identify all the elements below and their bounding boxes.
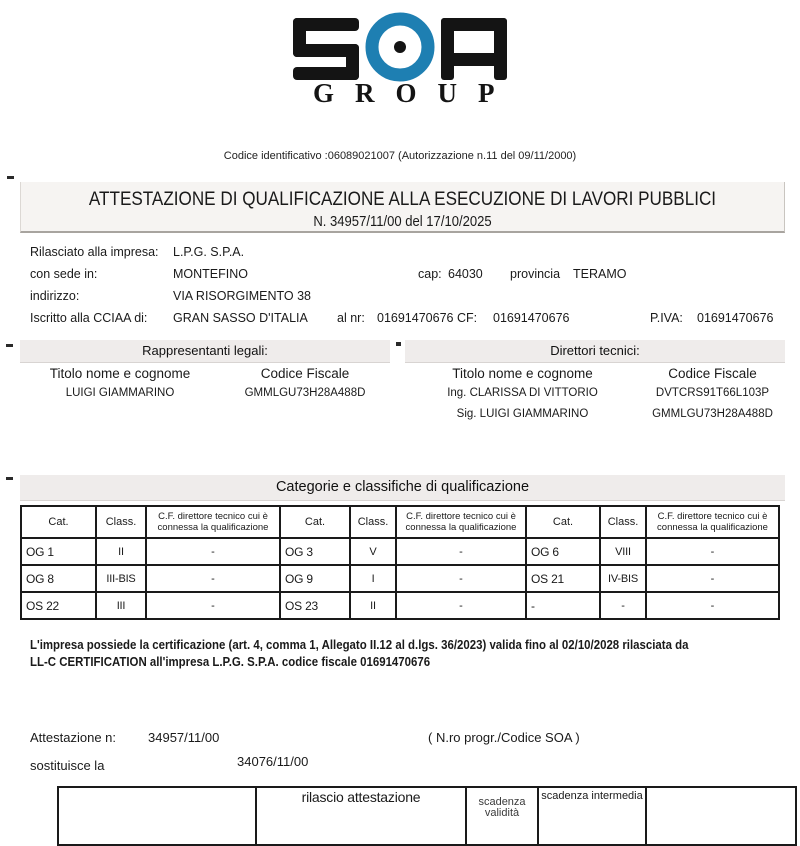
table-row xyxy=(21,565,779,592)
crop-mark xyxy=(7,176,14,179)
cat-cell: - xyxy=(526,592,600,619)
attestazione-row xyxy=(30,730,790,746)
title-box xyxy=(20,182,785,233)
scadenza-validita-cell: scadenza validità xyxy=(467,788,539,844)
table-row xyxy=(20,387,390,399)
class-cell: - xyxy=(600,592,646,619)
sede-value: MONTEFINO xyxy=(173,267,248,281)
h-class: Class. xyxy=(350,506,396,538)
scadenze-empty-cell xyxy=(59,788,257,844)
h-cf: C.F. direttore tecnico cui è connessa la qualificazione xyxy=(146,506,280,538)
provincia-value: TERAMO xyxy=(573,267,627,281)
cf-value: 01691470676 xyxy=(493,311,570,325)
rappresentanti-table xyxy=(20,366,390,408)
cf-cell: - xyxy=(146,538,280,565)
sostituisce-label: sostituisce la xyxy=(30,758,105,773)
cf-cell: - xyxy=(396,565,526,592)
row-rilasciato xyxy=(30,245,790,261)
rilasciato-value: L.P.G. S.P.A. xyxy=(173,245,245,259)
cap-label: cap: xyxy=(418,267,442,281)
rappresentanti-header: Rappresentanti legali: xyxy=(20,340,390,362)
h-cat: Cat. xyxy=(21,506,96,538)
alnr-value: 01691470676 xyxy=(377,311,454,325)
cap-value: 64030 xyxy=(448,267,483,281)
row-indirizzo xyxy=(30,289,790,305)
cf-cell: - xyxy=(646,592,779,619)
h-cat: Cat. xyxy=(526,506,600,538)
table-row xyxy=(21,592,779,619)
class-cell: II xyxy=(96,538,146,565)
provincia-label: provincia xyxy=(510,267,561,281)
crop-mark xyxy=(6,344,13,347)
attestazione-label: Attestazione n: xyxy=(30,730,116,745)
class-cell: III-BIS xyxy=(96,565,146,592)
cat-cell: OG 6 xyxy=(526,538,600,565)
indirizzo-value: VIA RISORGIMENTO 38 xyxy=(173,289,312,303)
cf-label: CF: xyxy=(457,311,478,325)
certificazione-paragraph xyxy=(30,636,796,670)
h-cf: C.F. direttore tecnico cui è connessa la qualificazione xyxy=(646,506,779,538)
rilascio-attestazione-cell: rilascio attestazione xyxy=(257,788,467,844)
crop-mark xyxy=(6,477,13,480)
class-cell: II xyxy=(350,592,396,619)
direttori-column-headers xyxy=(405,366,785,381)
indirizzo-label: indirizzo: xyxy=(30,289,80,303)
h-cat: Cat. xyxy=(280,506,350,538)
certificazione-line2: LL-C CERTIFICATION all'impresa L.P.G. S.P.A. codice fiscale 01691470676 xyxy=(30,654,431,669)
rep-nome: LUIGI GIAMMARINO xyxy=(65,387,175,399)
sede-label: con sede in: xyxy=(30,267,98,281)
crop-mark xyxy=(396,342,401,346)
cf-cell: - xyxy=(646,538,779,565)
categorie-header: Categorie e classifiche di qualificazione xyxy=(20,475,785,500)
cciaa-label: Iscritto alla CCIAA di: xyxy=(30,311,148,325)
cat-cell: OS 23 xyxy=(280,592,350,619)
alnr-label: al nr: xyxy=(337,311,365,325)
sostituisce-row xyxy=(30,754,790,774)
soa-logo-icon xyxy=(292,12,508,82)
rappresentanti-column-headers xyxy=(20,366,390,381)
scadenze-empty-cell xyxy=(647,788,795,844)
cat-cell: OS 21 xyxy=(526,565,600,592)
piva-value: 01691470676 xyxy=(697,311,774,325)
attestazione-numero: 34957/11/00 xyxy=(148,730,220,745)
h-class: Class. xyxy=(600,506,646,538)
cat-cell: OG 1 xyxy=(21,538,96,565)
row-sede xyxy=(30,267,790,283)
cciaa-value: GRAN SASSO D'ITALIA xyxy=(173,311,308,325)
piva-label: P.IVA: xyxy=(650,311,683,325)
logo-o-dot xyxy=(394,41,406,53)
cf-cell: - xyxy=(396,592,526,619)
col-codice-fiscale: Codice Fiscale xyxy=(260,366,350,381)
cf-cell: - xyxy=(646,565,779,592)
title-line2: N. 34957/11/00 del 17/10/2025 xyxy=(313,214,492,230)
categorie-table xyxy=(20,505,780,620)
class-cell: I xyxy=(350,565,396,592)
title-line1: ATTESTAZIONE DI QUALIFICAZIONE ALLA ESECUZIONE DI LAVORI PUBBLICI xyxy=(88,189,717,210)
certificazione-line1: L'impresa possiede la certificazione (art. 4, comma 1, Allegato II.12 al d.lgs. 36/2023) valida fino al 02/10/2028 rilasciata da xyxy=(30,637,689,652)
rep-cf: GMMLGU73H28A488D xyxy=(244,387,366,399)
cat-cell: OG 9 xyxy=(280,565,350,592)
cf-cell: - xyxy=(396,538,526,565)
class-cell: V xyxy=(350,538,396,565)
direttori-header: Direttori tecnici: xyxy=(405,340,785,362)
table-row xyxy=(21,538,779,565)
h-cf: C.F. direttore tecnico cui è connessa la qualificazione xyxy=(396,506,526,538)
dt-cf: GMMLGU73H28A488D xyxy=(652,408,773,420)
cf-cell: - xyxy=(146,565,280,592)
class-cell: III xyxy=(96,592,146,619)
col-nome: Titolo nome e cognome xyxy=(49,366,191,381)
dt-nome: Sig. LUIGI GIAMMARINO xyxy=(456,408,589,420)
categorie-header-row xyxy=(21,506,779,538)
soa-logo xyxy=(292,12,508,87)
codice-identificativo: Codice identificativo :06089021007 (Autorizzazione n.11 del 09/11/2000) xyxy=(223,150,577,162)
dt-cf: DVTCRS91T66L103P xyxy=(655,387,770,399)
sostituisce-numero: 34076/11/00 xyxy=(237,754,309,769)
scadenza-intermedia-cell: scadenza intermedia xyxy=(539,788,647,844)
cat-cell: OG 8 xyxy=(21,565,96,592)
row-cciaa xyxy=(30,311,790,327)
logo-group-text: GROUP xyxy=(313,78,516,108)
cf-cell: - xyxy=(146,592,280,619)
dt-nome: Ing. CLARISSA DI VITTORIO xyxy=(447,387,598,399)
col-nome: Titolo nome e cognome xyxy=(452,366,593,381)
h-class: Class. xyxy=(96,506,146,538)
cat-cell: OS 22 xyxy=(21,592,96,619)
scadenze-table xyxy=(57,786,797,846)
rilasciato-label: Rilasciato alla impresa: xyxy=(30,245,159,259)
cat-cell: OG 3 xyxy=(280,538,350,565)
class-cell: IV-BIS xyxy=(600,565,646,592)
table-row xyxy=(405,387,785,399)
class-cell: VIII xyxy=(600,538,646,565)
table-row xyxy=(405,408,785,420)
col-codice-fiscale: Codice Fiscale xyxy=(668,366,757,381)
direttori-table xyxy=(405,366,785,429)
attestazione-nota: ( N.ro progr./Codice SOA ) xyxy=(428,730,580,745)
